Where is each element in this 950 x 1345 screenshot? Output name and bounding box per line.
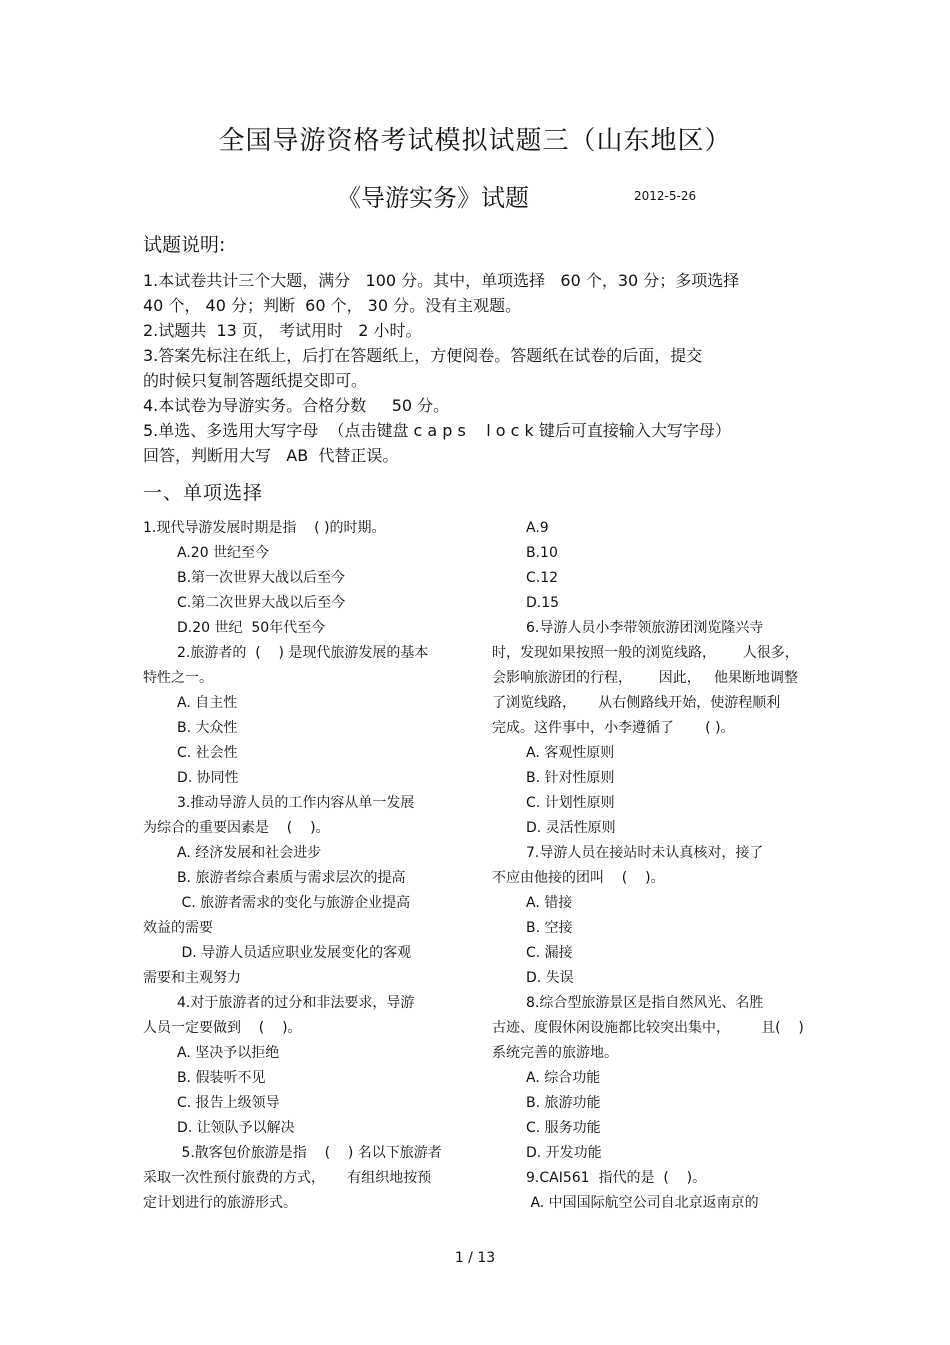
- question-line: B. 大众性: [177, 720, 238, 736]
- question-line: A. 错接: [526, 895, 573, 911]
- question-line: C. 计划性原则: [526, 795, 615, 811]
- question-line: 7.导游人员在接站时未认真核对，接了: [526, 845, 764, 861]
- question-line: C. 服务功能: [526, 1120, 601, 1136]
- note-line: 回答，判断用大写 AB 代替正误。: [143, 446, 399, 465]
- question-line: 古迹、度假休闲设施都比较突出集中， 且( ): [492, 1020, 804, 1036]
- question-line: 效益的需要: [143, 920, 213, 936]
- question-line: 人员一定要做到 ( )。: [143, 1020, 302, 1036]
- question-line: 完成。这件事中，小李遵循了 ( )。: [492, 720, 735, 736]
- question-line: C. 报告上级领导: [177, 1095, 280, 1111]
- document-title: 全国导游资格考试模拟试题三（山东地区）: [218, 126, 732, 156]
- question-line: C. 旅游者需求的变化与旅游企业提高: [177, 895, 411, 911]
- question-line: A.20 世纪至今: [177, 545, 270, 561]
- question-line: A. 中国国际航空公司自北京返南京的: [526, 1195, 759, 1211]
- notes-heading: 试题说明:: [143, 234, 226, 256]
- question-line: D. 协同性: [177, 770, 239, 786]
- question-line: 了浏览线路， 从右侧路线开始，使游程顺利: [492, 695, 781, 711]
- note-line: 2.试题共 13 页， 考试用时 2 小时。: [143, 321, 422, 340]
- question-line: 特性之一。: [143, 670, 213, 686]
- question-line: A. 客观性原则: [526, 745, 615, 761]
- question-line: 会影响旅游团的行程， 因此， 他果断地调整: [492, 670, 799, 686]
- note-line: 40 个， 40 分；判断 60 个， 30 分。没有主观题。: [143, 296, 522, 315]
- page-number: 1 / 13: [454, 1250, 496, 1266]
- question-line: B. 旅游者综合素质与需求层次的提高: [177, 870, 406, 886]
- question-line: 3.推动导游人员的工作内容从单一发展: [177, 795, 415, 811]
- question-line: B. 空接: [526, 920, 573, 936]
- question-line: C.第二次世界大战以后至今: [177, 595, 346, 611]
- question-line: 不应由他接的团叫 ( )。: [492, 870, 665, 886]
- note-line: 3.答案先标注在纸上，后打在答题纸上，方便阅卷。答题纸在试卷的后面，提交: [143, 346, 703, 365]
- question-line: B. 旅游功能: [526, 1095, 601, 1111]
- question-line: 6.导游人员小李带领旅游团浏览隆兴寺: [526, 620, 764, 636]
- question-line: 4.对于旅游者的过分和非法要求，导游: [177, 995, 415, 1011]
- question-line: 为综合的重要因素是 ( )。: [143, 820, 330, 836]
- section-title: 一、单项选择: [143, 482, 264, 504]
- document-subtitle: 《导游实务》试题: [337, 184, 529, 212]
- question-line: C.12: [526, 570, 559, 586]
- question-line: B. 假装听不见: [177, 1070, 266, 1086]
- question-line: D.20 世纪 50年代至今: [177, 620, 326, 636]
- note-line: 的时候只复制答题纸提交即可。: [143, 371, 368, 390]
- question-line: D. 灵活性原则: [526, 820, 616, 836]
- question-line: 需要和主观努力: [143, 970, 241, 986]
- note-line: 4.本试卷为导游实务。合格分数 50 分。: [143, 396, 450, 415]
- question-line: 2.旅游者的 ( ) 是现代旅游发展的基本: [177, 645, 429, 661]
- note-line: 1.本试卷共计三个大题，满分 100 分。其中，单项选择 60 个，30 分；多项选择: [143, 271, 740, 290]
- question-line: D.15: [526, 595, 560, 611]
- question-line: 系统完善的旅游地。: [492, 1045, 618, 1061]
- question-line: A.9: [526, 520, 549, 536]
- question-line: B. 针对性原则: [526, 770, 615, 786]
- question-line: D. 失误: [526, 970, 574, 986]
- note-line: 5.单选、多选用大写字母 （点击键盘 c a p s l o c k 键后可直接输入大写字母）: [143, 421, 731, 440]
- question-line: 8.综合型旅游景区是指自然风光、名胜: [526, 995, 764, 1011]
- question-line: 5.散客包价旅游是指 ( ) 名以下旅游者: [177, 1145, 442, 1161]
- question-line: D. 让领队予以解决: [177, 1120, 295, 1136]
- question-line: 1.现代导游发展时期是指 ( )的时期。: [143, 520, 386, 536]
- question-line: A. 经济发展和社会进步: [177, 845, 322, 861]
- question-line: C. 漏接: [526, 945, 573, 961]
- question-line: A. 坚决予以拒绝: [177, 1045, 280, 1061]
- question-line: D. 导游人员适应职业发展变化的客观: [177, 945, 412, 961]
- exam-date: 2012-5-26: [634, 189, 697, 203]
- left-column: [143, 516, 463, 1216]
- question-line: D. 开发功能: [526, 1145, 602, 1161]
- question-line: 9.CAI561 指代的是 ( )。: [526, 1170, 707, 1186]
- question-line: A. 综合功能: [526, 1070, 601, 1086]
- question-line: 时，发现如果按照一般的浏览线路， 人很多，: [492, 645, 799, 661]
- question-line: 定计划进行的旅游形式。: [143, 1195, 297, 1211]
- right-column: [492, 516, 812, 1216]
- question-line: C. 社会性: [177, 745, 238, 761]
- question-line: 采取一次性预付旅费的方式， 有组织地按预: [143, 1170, 432, 1186]
- question-line: B.10: [526, 545, 558, 561]
- question-line: A. 自主性: [177, 695, 238, 711]
- question-line: B.第一次世界大战以后至今: [177, 570, 346, 586]
- exam-notes: [143, 268, 823, 468]
